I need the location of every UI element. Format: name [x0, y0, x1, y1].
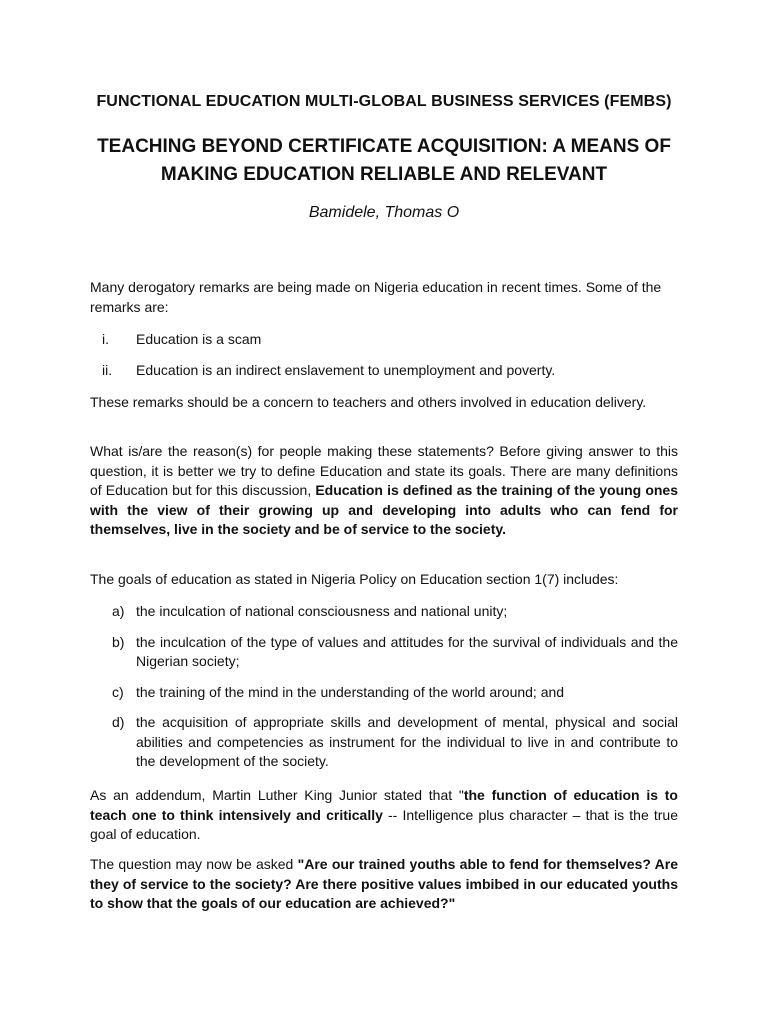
- list-item-text: the training of the mind in the understanding of the world around; and: [136, 683, 565, 700]
- list-item-text: the inculcation of the type of values and attitudes for the survival of individuals and the Nigerian society;: [136, 633, 678, 669]
- goals-list: [90, 602, 678, 772]
- list-marker: i.: [102, 331, 109, 347]
- question-lead-text: The question may now be asked: [90, 856, 298, 872]
- list-item: [90, 683, 678, 703]
- addendum-tail-text: -- Intelligence plus character – that is the true goal of education.: [90, 806, 678, 842]
- list-item: [90, 633, 678, 672]
- list-item: [90, 713, 678, 772]
- addendum-lead-text: As an addendum, Martin Luther King Junior stated that ": [90, 787, 464, 803]
- question-bold-text: "Are our trained youths able to fend for themselves? Are they of service to the society? Are there positive values imbibed in our educated youths to show that the goals of our education are achieved?": [90, 856, 678, 911]
- definition-paragraph: [90, 442, 678, 540]
- list-item: [90, 602, 678, 622]
- title-line-1: TEACHING BEYOND CERTIFICATE ACQUISITION: A MEANS OF: [97, 136, 671, 157]
- goals-intro: The goals of education as stated in Nigeria Policy on Education section 1(7) includes:: [90, 571, 619, 587]
- list-item-text: the inculcation of national consciousness and national unity;: [136, 603, 508, 619]
- list-item-text: the acquisition of appropriate skills and development of mental, physical and social abilities and competencies as instrument for the individual to live in and contribute to the development of the society.: [136, 714, 678, 769]
- list-marker: ii.: [102, 361, 113, 378]
- remarks-list: [90, 330, 678, 380]
- intro-paragraph: Many derogatory remarks are being made on Nigeria education in recent times. Some of the remarks are:: [90, 279, 662, 315]
- list-item: [90, 361, 678, 381]
- list-item-text: Education is a scam: [136, 331, 262, 347]
- list-marker: a): [112, 603, 125, 619]
- definition-lead-text: What is/are the reason(s) for people making these statements? Before giving answer to this question, it is better we try to define Education and state its goals. There are many definitions of Education but for this discussion,: [90, 443, 678, 498]
- list-marker: b): [112, 633, 125, 650]
- question-paragraph: [90, 855, 678, 914]
- author-name: Bamidele, Thomas O: [308, 204, 460, 221]
- addendum-bold-quote: the function of education is to teach one to think intensively and critically: [90, 787, 678, 823]
- title-line-2: MAKING EDUCATION RELIABLE AND RELEVANT: [160, 164, 608, 185]
- list-item: [90, 330, 678, 350]
- list-item-text: Education is an indirect enslavement to unemployment and poverty.: [136, 361, 556, 378]
- document-title: [40, 133, 728, 189]
- concern-paragraph: These remarks should be a concern to teachers and others involved in education delivery.: [90, 394, 647, 410]
- list-marker: d): [112, 714, 125, 730]
- addendum-paragraph: [90, 786, 678, 845]
- list-marker: c): [112, 683, 124, 700]
- organization-heading: FUNCTIONAL EDUCATION MULTI-GLOBAL BUSINESS SERVICES (FEMBS): [96, 93, 672, 110]
- definition-bold-text: Education is defined as the training of the young ones with the view of their growing up and developing into adults who can fend for themselves, live in the society and be of service to the society.: [90, 482, 679, 537]
